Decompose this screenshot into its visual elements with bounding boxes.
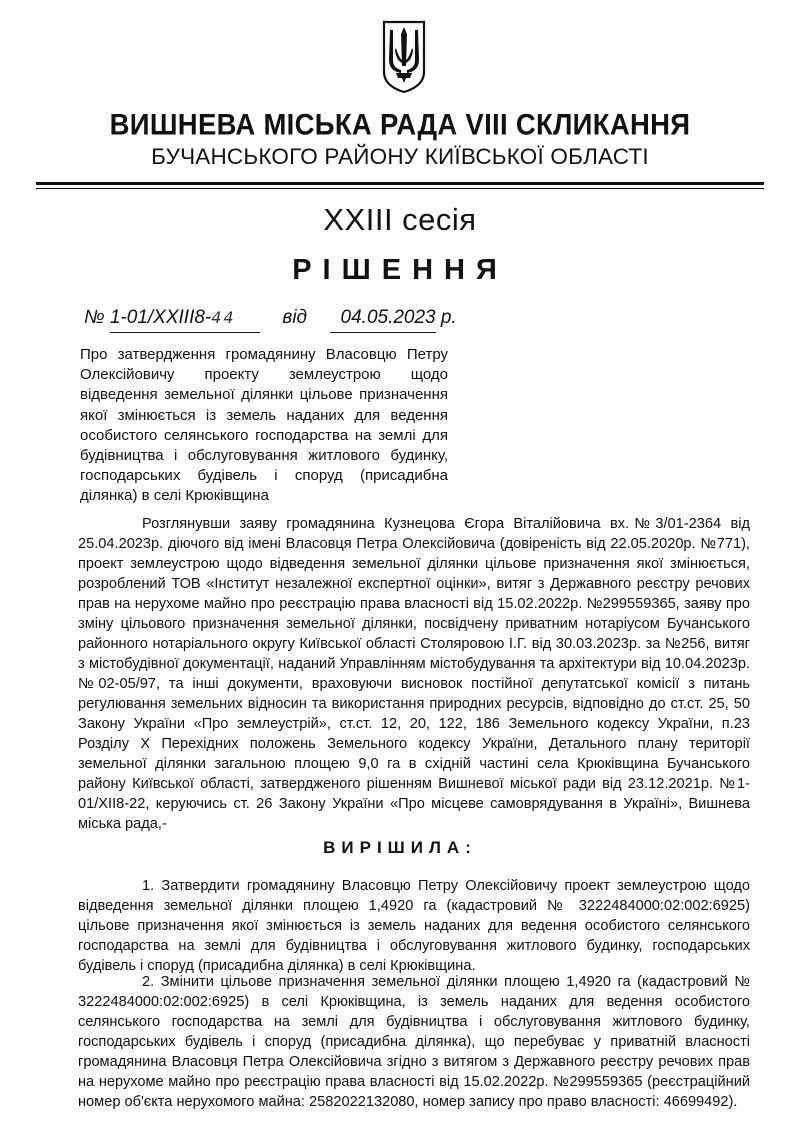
decision-number [110,304,260,333]
decision-number-value: 1-01/XXIII8- [109,307,212,328]
decision-item-2: 2. Змінити цільове призначення земельної ділянки площею 1,4920 га (кадастровий № 3222484000:02:002:6925) в селі Крюківщина, із земель наданих для ведення особистого селянського господарства на землі для будівництва і обслуговування житлового будинку, господарських будівель і споруд (присадибна ділянка), що перебуває у приватній власності громадянина Власовця Петра Олексійовича згідно з витягом з Державного реєстру речових прав на нерухоме майно про реєстрацію права власності від 15.02.2022р. №299559365 (реєстраційний номер об'єкта нерухомого майна: 2582022132080, номер запису про право власності: 46699492). [78,974,750,1110]
header-divider-thin [36,188,764,189]
council-subtitle: БУЧАНСЬКОГО РАЙОНУ КИЇВСЬКОЇ ОБЛАСТІ [151,144,649,169]
date-prefix: від [282,307,308,328]
decision-number-handwritten: 44 [211,308,236,327]
document-type: РІШЕННЯ [292,254,508,286]
header-divider [36,182,764,185]
decision-date: 04.05.2023 [330,304,436,333]
decision-number-line [84,304,457,332]
date-suffix: р. [440,307,457,328]
decision-subject: Про затвердження громадянину Власовцю Петру Олексійовичу проекту землеустрою щодо відведення земельної ділянки цільове призначення якої змінюється із земель наданих для ведення особистого селянського господарства на землі для будівництва і обслуговування житлового будинку, господарських будівель і споруд (присадибна ділянка) в селі Крюківщина [80,346,448,505]
decision-item-1: 1. Затвердити громадянину Власовцю Петру Олексійовичу проект землеустрою щодо відведення земельної ділянки площею 1,4920 га (кадастровий № 3222484000:02:002:6925) цільове призначення якої змінюється із земель наданих для ведення особистого селянського господарства на землі для будівництва і обслуговування житлового будинку, господарських будівель і споруд (присадибна ділянка) в селі Крюківщина. [78,878,750,974]
council-title: ВИШНЕВА МІСЬКА РАДА VIII СКЛИКАННЯ [109,107,691,142]
session-label: XXIII сесія [323,202,477,237]
number-prefix: № [84,307,105,328]
preamble-paragraph: Розглянувши заяву громадянина Кузнецова Єгора Віталійовича вх.№3/01-2364 від 25.04.2023р. діючого від імені Власовця Петра Олексійовича (довіреність від 22.05.2020р. №771), проект землеустрою щодо відведення земельної ділянки цільове призначення якої змінюється, розроблений ТОВ «Інститут незалежної експертної оцінки», витяг з Державного реєстру речових прав на нерухоме майно про реєстрацію права власності від 15.02.2022р. №299559365, заяву про зміну цільового призначення земельної ділянки, посвідчену приватним нотаріусом Бучанського районного нотаріального округу Київської області Столяровою І.Г. від 30.03.2023р. за №256, витяг з містобудівної документації, наданий Управлінням містобудування та архітектури від 10.04.2023р. №02-05/97, та інші документи, враховуючи висновок постійної депутатської комісії з питань регулювання земельних відносин та використання природних ресурсів, відповідно до ст.ст. 25, 50 Закону України «Про землеустрій», ст.ст. 12, 20, 122, 186 Земельного кодексу України, п.23 Розділу Х Перехідних положень Земельного кодексу України, Детального плану території земельної ділянки загальною площею 9,0 га в східній частині села Крюківщина Бучанського району Київської області, затвердженого рішенням Вишневої міської ради від 23.12.2021р. №1-01/XII8-22, керуючись ст. 26 Закону України «Про місцеве самоврядування в Україні», Вишнева міська рада,- [78,516,750,832]
trident-icon [381,20,427,94]
resolved-heading: ВИРІШИЛА: [323,838,477,857]
